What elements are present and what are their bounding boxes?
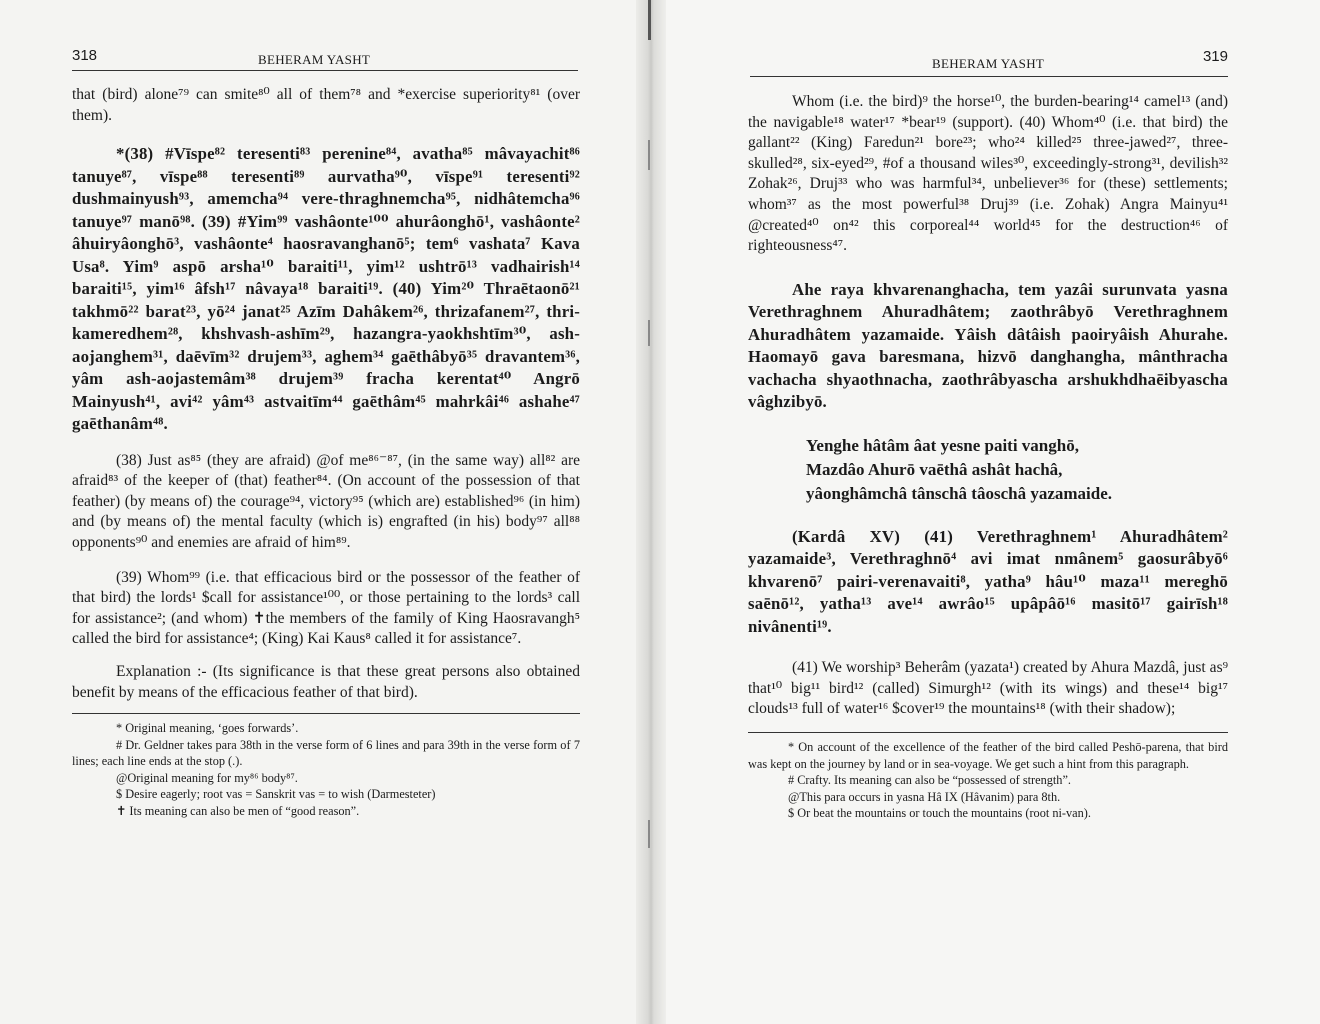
footnote: * On account of the excellence of the feather of the bird called Peshō-parena, that bird was kept on the journey by land or in sea-voyage. We get such a hint from this paragraph.: [748, 740, 1228, 771]
footnote: @This para occurs in yasna Hâ IX (Hâvanim) para 8th.: [788, 789, 1061, 804]
header-rule: [72, 70, 578, 71]
left-page: [0, 0, 650, 1024]
header-rule: [750, 76, 1228, 77]
binding-mark: [648, 320, 650, 346]
right-page-body: [748, 92, 1228, 822]
verse-block: [748, 434, 1228, 506]
verse-line: Mazdâo Ahurō vaēthâ ashât hachâ,: [806, 459, 1063, 479]
binding-mark: [648, 0, 651, 40]
footnote-rule: [748, 732, 1228, 733]
binding-mark: [648, 820, 650, 848]
footnote: $ Or beat the mountains or touch the mountains (root ni-van).: [788, 806, 1091, 821]
verse-line: Yenghe hâtâm âat yesne paiti vanghō,: [806, 435, 1079, 455]
avestan-passage-41: (Kardâ XV) (41) Verethraghnem¹ Ahuradhâtem² yazamaide³, Verethraghnō⁴ avi imat nmânem⁵ gaosurâbyō⁶ khvarenō⁷ pairi-verenavaiti⁸, yatha⁹ hâu¹⁰ maza¹¹ mereghō saēnō¹², yatha¹³ ave¹⁴ awrâo¹⁵ upâpâō¹⁶ masitō¹⁷ gairīsh¹⁸ nivânenti¹⁹.: [748, 526, 1228, 636]
footnote: # Dr. Geldner takes para 38th in the verse form of 6 lines and para 39th in the verse form of 7 lines; each line ends at the stop (.).: [72, 737, 580, 769]
book-gutter: [636, 0, 666, 1024]
translation-paragraph-40: Whom (i.e. the bird)⁹ the horse¹⁰, the burden-bearing¹⁴ camel¹³ (and) the navigable¹⁸ water¹⁷ *bear¹⁹ (support). (40) Whom⁴⁰ (i.e. that bird) the gallant²² (King) Faredun²¹ bore²³; who²⁴ killed²⁵ three-jawed²⁷, three-skulled²⁸, six-eyed²⁹, #of a thousand wiles³⁰, exceedingly-strong³¹, devilish³² Zohak²⁶, Druj³³ who was harmful³⁴, unbeliever³⁶ for (these) settlements; whom³⁷ as the most powerful³⁸ Druj³⁹ (i.e. Zohak) Angra Mainyu⁴¹ @created⁴⁰ on⁴² this corporeal⁴⁴ world⁴⁵ for the destruction⁴⁶ of righteousness⁴⁷.: [748, 93, 1228, 255]
right-page: [650, 0, 1320, 1024]
footnotes: [72, 720, 580, 819]
footnote: @Original meaning for my⁸⁶ body⁸⁷.: [116, 770, 298, 785]
footnotes: [748, 739, 1228, 822]
avestan-passage-ahe-raya: Ahe raya khvarenanghacha, tem yazâi surunvata yasna Verethraghnem Ahuradhâtem; zaothrâbyō Verethraghnem Ahuradhâtem yazamaide. Yâish dâtâish paoiryâish Ahurahe. Haomayō gava baresmana, hizvō danghangha, mânthracha vachacha shyaothnacha, zaothrâbyascha arshukhdhaēibyascha vâghzibyō.: [748, 279, 1228, 412]
footnote: $ Desire eagerly; root vas = Sanskrit vas = to wish (Darmesteter): [116, 787, 436, 802]
right-page-header: [650, 0, 1320, 80]
footnote: * Original meaning, ‘goes forwards’.: [116, 721, 299, 736]
left-page-header: [0, 0, 650, 80]
footnote-rule: [72, 713, 580, 714]
continued-paragraph: that (bird) alone⁷⁹ can smite⁸⁰ all of them⁷⁸ and *exercise superiority⁸¹ (over them).: [72, 86, 580, 124]
running-head: BEHERAM YASHT: [932, 56, 1045, 71]
left-page-body: [72, 85, 580, 819]
footnote: # Crafty. Its meaning can also be “possessed of strength”.: [788, 773, 1071, 788]
translation-paragraph-39: (39) Whom⁹⁹ (i.e. that efficacious bird or the possessor of the feather of that bird) the lords¹ $call for assistance¹⁰⁰, or those pertaining to the lords³ call for assistance²; (and whom) ✝the members of the family of King Haosravangh⁵ called the bird for assistance⁴; (King) Kai Kaus⁸ called it for assistance⁷.: [72, 568, 580, 648]
explanation-paragraph: Explanation :- (Its significance is that these great persons also obtained benefit by means of the efficacious feather of that bird).: [72, 663, 580, 701]
translation-paragraph-38: (38) Just as⁸⁵ (they are afraid) @of me⁸⁶⁻⁸⁷, (in the same way) all⁸² are afraid⁸³ of the keeper of (that) feather⁸⁴. (On account of the possession of that feather) (by means of) the courage⁹⁴, victory⁹⁵ (which are) established⁹⁶ (in him) and (by means of) the mental faculty (which is) engrafted (in his) body⁹⁷ all⁸⁸ opponents⁹⁰ and enemies are afraid of him⁸⁹.: [72, 451, 580, 552]
verse-line: yâonghâmchâ tânschâ tâoschâ yazamaide.: [806, 483, 1113, 503]
footnote: ✝ Its meaning can also be men of “good reason”.: [116, 803, 360, 818]
running-head: BEHERAM YASHT: [258, 52, 371, 67]
page-number: 318: [72, 47, 98, 64]
page-number: 319: [1202, 48, 1228, 65]
avestan-passage-38-40: *(38) #Vīspe⁸² teresenti⁸³ perenine⁸⁴, avatha⁸⁵ mâvayachit⁸⁶ tanuye⁸⁷, vīspe⁸⁸ teresenti⁸⁹ aurvatha⁹⁰, vīspe⁹¹ teresenti⁹² dushmainyush⁹³, amemcha⁹⁴ vere-thraghnemcha⁹⁵, nidhâtemcha⁹⁶ tanuye⁹⁷ manō⁹⁸. (39) #Yim⁹⁹ vashâonte¹⁰⁰ ahurâonghō¹, vashâonte² âhuiryâonghō³, vashâonte⁴ haosravanghanō⁵; tem⁶ vashata⁷ Kava Usa⁸. Yim⁹ aspō arsha¹⁰ baraiti¹¹, yim¹² ushtrō¹³ vadhairish¹⁴ baraiti¹⁵, yim¹⁶ âfsh¹⁷ nâvaya¹⁸ baraiti¹⁹. (40) Yim²⁰ Thraētaonō²¹ takhmō²² barat²³, yō²⁴ janat²⁵ Azīm Dahâkem²⁶, thrizafanem²⁷, thri-kameredhem²⁸, khshvash-ashīm²⁹, hazangra-yaokhshtīm³⁰, ash-aojanghem³¹, daēvīm³² drujem³³, aghem³⁴ gaēthâbyō³⁵ dravantem³⁶, yâm ash-aojastemâm³⁸ drujem³⁹ fracha kerentat⁴⁰ Angrō Mainyush⁴¹, avi⁴² yâm⁴³ astvaitīm⁴⁴ gaēthâm⁴⁵ mahrkâi⁴⁶ ashahe⁴⁷ gaēthanâm⁴⁸.: [72, 144, 580, 434]
binding-mark: [648, 140, 650, 170]
translation-paragraph-41: (41) We worship³ Beherâm (yazata¹) created by Ahura Mazdâ, just as⁹ that¹⁰ big¹¹ bird¹² (called) Simurgh¹² (with its wings) and these¹⁴ big¹⁷ clouds¹³ full of water¹⁶ $cover¹⁹ the mountains¹⁸ (with their shadow);: [748, 659, 1228, 718]
